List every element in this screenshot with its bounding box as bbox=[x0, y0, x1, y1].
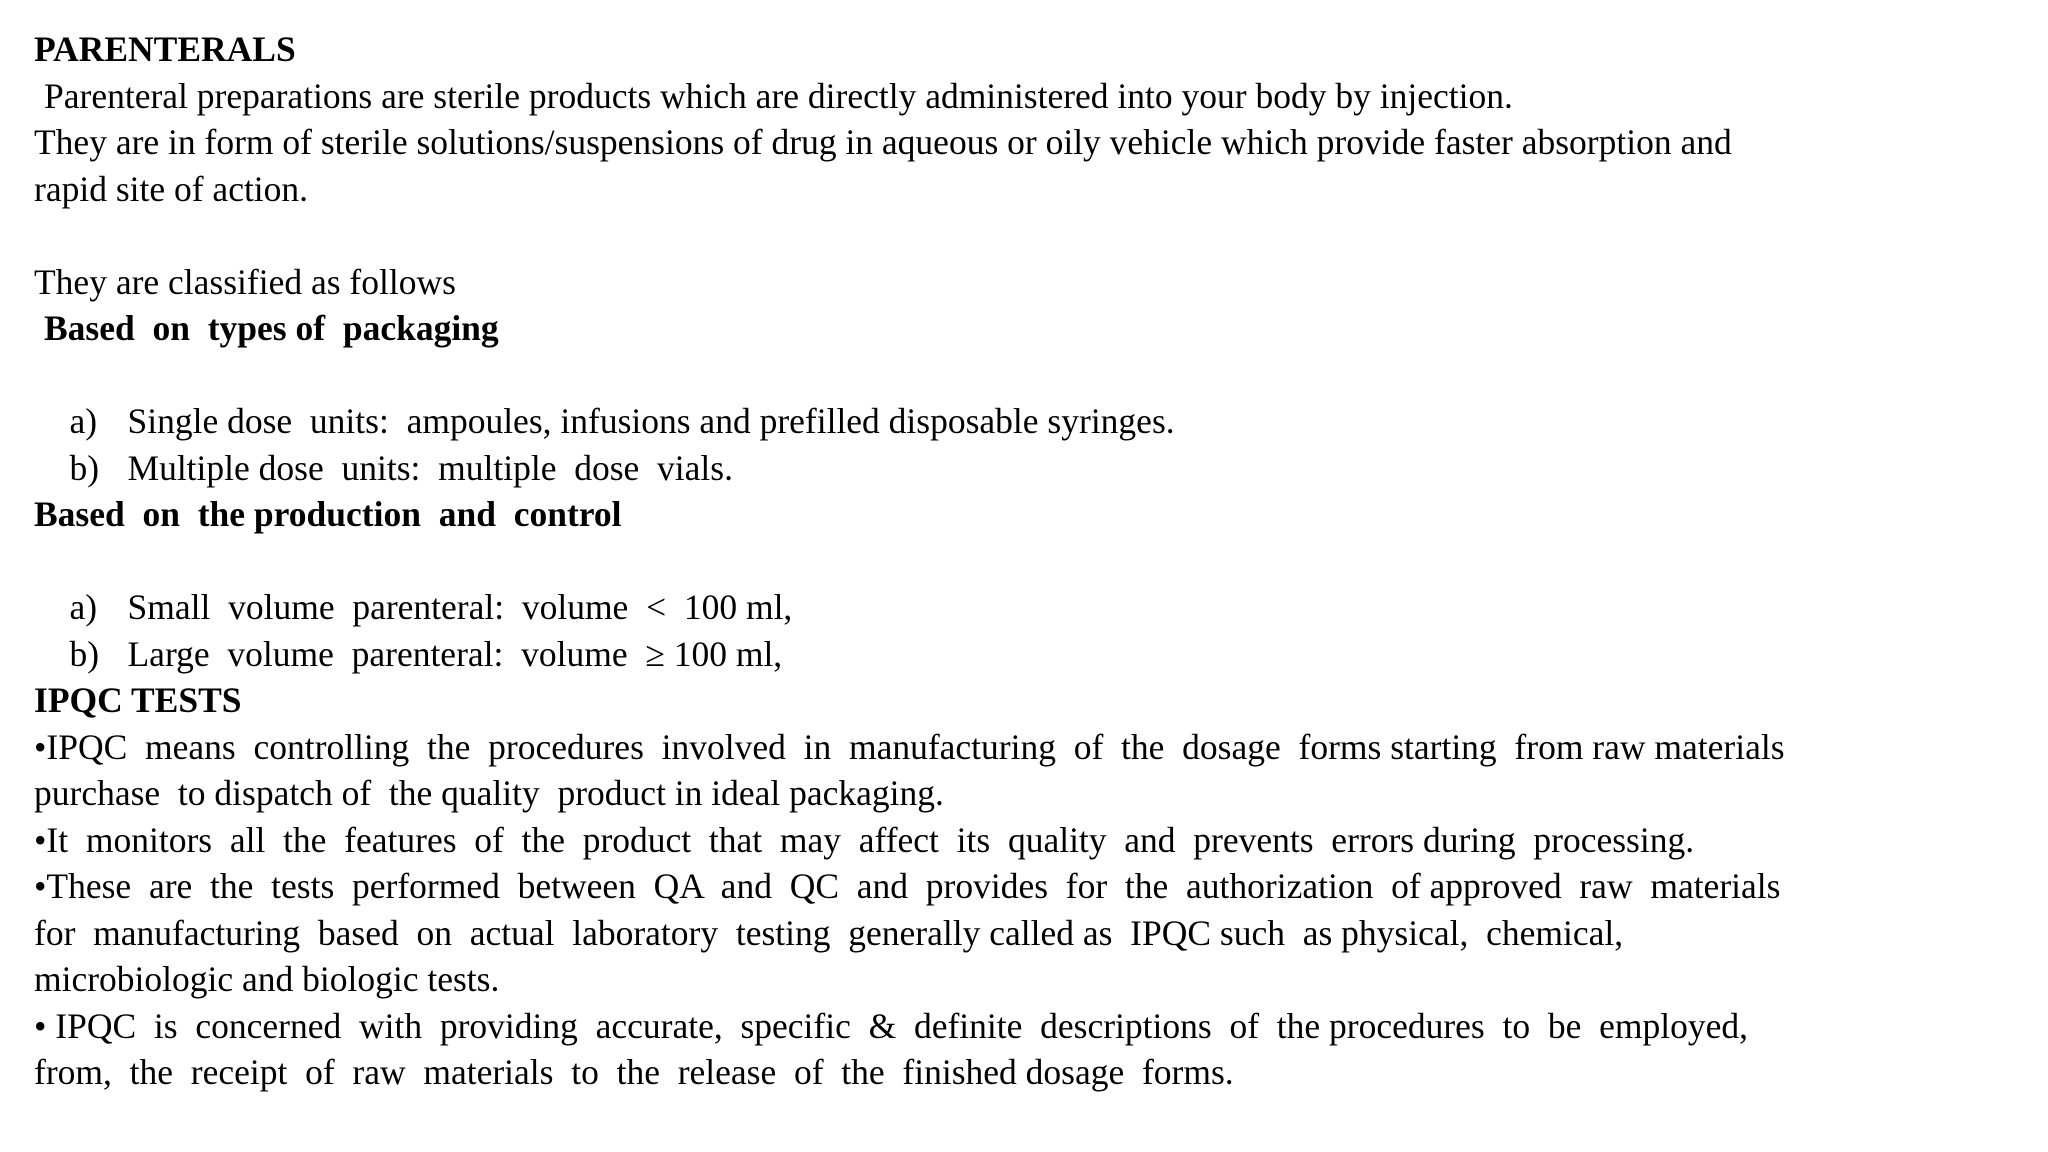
ipqc-line: from, the receipt of raw materials to the release of the finished dosage forms. bbox=[34, 1052, 1234, 1092]
ipqc-line: •It monitors all the features of the product that may affect its quality and prevents errors during processing. bbox=[34, 819, 1695, 860]
list-item-text: Single dose units: ampoules, infusions and prefilled disposable syringes. bbox=[127, 401, 1175, 441]
ipqc-line: • IPQC is concerned with providing accurate, specific & definite descriptions of the procedures to be employed, bbox=[34, 1005, 1748, 1046]
ipqc-line: for manufacturing based on actual laboratory testing generally called as IPQC such as physical, chemical, bbox=[34, 912, 1624, 953]
page-title: PARENTERALS bbox=[34, 29, 296, 69]
spacer bbox=[34, 212, 2024, 259]
list-marker: b) bbox=[69, 633, 100, 674]
list-item-text: Small volume parenteral: volume < 100 ml, bbox=[127, 587, 793, 627]
intro-line-3: rapid site of action. bbox=[34, 168, 309, 209]
list-item-text: Large volume parenteral: volume ≥ 100 ml, bbox=[127, 633, 783, 674]
ipqc-heading: IPQC TESTS bbox=[34, 680, 242, 720]
list-marker: b) bbox=[69, 447, 100, 488]
list-item bbox=[34, 538, 2024, 627]
ipqc-line: •IPQC means controlling the procedures involved in manufacturing of the dosage forms starting from raw materials bbox=[34, 726, 1785, 767]
document-page bbox=[34, 26, 2024, 1096]
list-marker: a) bbox=[69, 401, 98, 441]
ipqc-line: purchase to dispatch of the quality product in ideal packaging. bbox=[34, 773, 944, 813]
packaging-heading: Based on types of packaging bbox=[44, 308, 499, 348]
list-marker: a) bbox=[69, 587, 98, 627]
ipqc-line: •These are the tests performed between QA and QC and provides for the authorization of approved raw materials bbox=[34, 866, 1781, 906]
ipqc-line: microbiologic and biologic tests. bbox=[34, 959, 500, 999]
intro-line-2: They are in form of sterile solutions/suspensions of drug in aqueous or oily vehicle which provide faster absorption and bbox=[34, 122, 1732, 162]
classified-intro: They are classified as follows bbox=[34, 261, 456, 302]
intro-line-1: Parenteral preparations are sterile products which are directly administered into your body by injection. bbox=[44, 75, 1513, 116]
list-item-text: Multiple dose units: multiple dose vials. bbox=[127, 447, 733, 488]
production-heading: Based on the production and control bbox=[34, 494, 622, 534]
list-item bbox=[34, 352, 2024, 441]
